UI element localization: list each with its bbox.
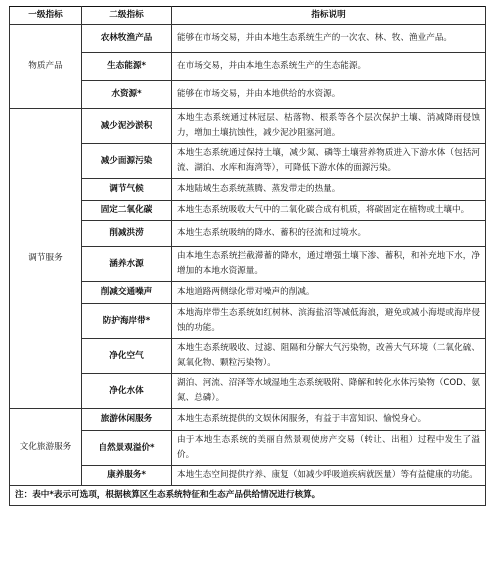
indicator-description: 湖泊、河流、沼泽等水域湿地生态系统吸附、降解和转化水体污染物（COD、氨氮、总磷）。	[172, 374, 486, 409]
table-row	[10, 282, 486, 304]
indicator-description: 本地生态系统提供的文娱休闲服务，有益于丰富知识、愉悦身心。	[172, 409, 486, 431]
indicator-description: 能够在市场交易，并由本地供给的水资源。	[172, 81, 486, 109]
group-name-regulation: 调节服务	[10, 109, 82, 409]
table-row	[10, 53, 486, 81]
table-row	[10, 81, 486, 109]
indicator-table	[9, 6, 486, 506]
table-row	[10, 247, 486, 282]
indicator-name: 水资源*	[82, 81, 172, 109]
indicator-name: 防护海岸带*	[82, 304, 172, 339]
indicator-description: 本地道路两侧绿化带对噪声的削减。	[172, 282, 486, 304]
table-row	[10, 109, 486, 144]
indicator-name: 自然景观溢价*	[82, 431, 172, 466]
indicator-description: 由于本地生态系统的美丽自然景观使房产交易（转让、出租）过程中发生了溢价。	[172, 431, 486, 466]
indicator-name: 削减洪涝	[82, 221, 172, 247]
table-header-row	[10, 7, 486, 25]
table-note-row	[10, 486, 486, 506]
indicator-name: 涵养水源	[82, 247, 172, 282]
indicator-name: 固定二氧化碳	[82, 201, 172, 221]
header-level1: 一级指标	[10, 7, 82, 25]
table-row	[10, 431, 486, 466]
indicator-name: 农林牧渔产品	[82, 25, 172, 53]
table-row	[10, 339, 486, 374]
table-row	[10, 144, 486, 179]
indicator-name: 减少泥沙淤积	[82, 109, 172, 144]
indicator-description: 本地生态系统吸收大气中的二氧化碳合成有机质，将碳固定在植物或土壤中。	[172, 201, 486, 221]
indicator-description: 本地陆域生态系统蒸腾、蒸发带走的热量。	[172, 179, 486, 201]
indicator-name: 旅游休闲服务	[82, 409, 172, 431]
group-name-material: 物质产品	[10, 25, 82, 109]
indicator-name: 削减交通噪声	[82, 282, 172, 304]
table-row	[10, 201, 486, 221]
indicator-description: 本地海岸带生态系统如红树林、滨海盐沼等减低海浪，避免或减小海堤或海岸侵蚀的功能。	[172, 304, 486, 339]
indicator-name: 净化空气	[82, 339, 172, 374]
table-row	[10, 304, 486, 339]
table-row	[10, 221, 486, 247]
table-row	[10, 179, 486, 201]
indicator-name: 减少面源污染	[82, 144, 172, 179]
indicator-description: 本地生态系统吸收、过滤、阻隔和分解大气污染物，改善大气环境（二氧化硫、氮氧化物、颗粒污染物）。	[172, 339, 486, 374]
header-description: 指标说明	[172, 7, 486, 25]
indicator-name: 康养服务*	[82, 466, 172, 486]
header-level2: 二级指标	[82, 7, 172, 25]
indicator-description: 本地生态系统通过林冠层、枯落物、根系等各个层次保护土壤、消减降雨侵蚀力，增加土壤抗蚀性，减少泥沙阻塞河道。	[172, 109, 486, 144]
indicator-description: 本地生态空间提供疗养、康复（如减少呼吸道疾病就医量）等有益健康的功能。	[172, 466, 486, 486]
indicator-description: 在市场交易，并由本地生态系统生产的生态能源。	[172, 53, 486, 81]
table-row	[10, 374, 486, 409]
indicator-name: 生态能源*	[82, 53, 172, 81]
table-row	[10, 466, 486, 486]
table-note: 注：表中*表示可选项，根据核算区生态系统特征和生态产品供给情况进行核算。	[10, 486, 486, 506]
indicator-name: 净化水体	[82, 374, 172, 409]
group-name-culture-tourism: 文化旅游服务	[10, 409, 82, 486]
indicator-description: 本地生态系统通过保持土壤，减少氮、磷等土壤营养物质进入下游水体（包括河流、湖泊、水库和海湾等），可降低下游水体的面源污染。	[172, 144, 486, 179]
table-row	[10, 409, 486, 431]
indicator-description: 本地生态系统吸纳的降水、蓄积的径流和过境水。	[172, 221, 486, 247]
table-row	[10, 25, 486, 53]
indicator-description: 由本地生态系统拦截滞蓄的降水，通过增强土壤下渗、蓄积，和补充地下水，净增加的本地水资源量。	[172, 247, 486, 282]
indicator-description: 能够在市场交易，并由本地生态系统生产的一次农、林、牧、渔业产品。	[172, 25, 486, 53]
indicator-name: 调节气候	[82, 179, 172, 201]
